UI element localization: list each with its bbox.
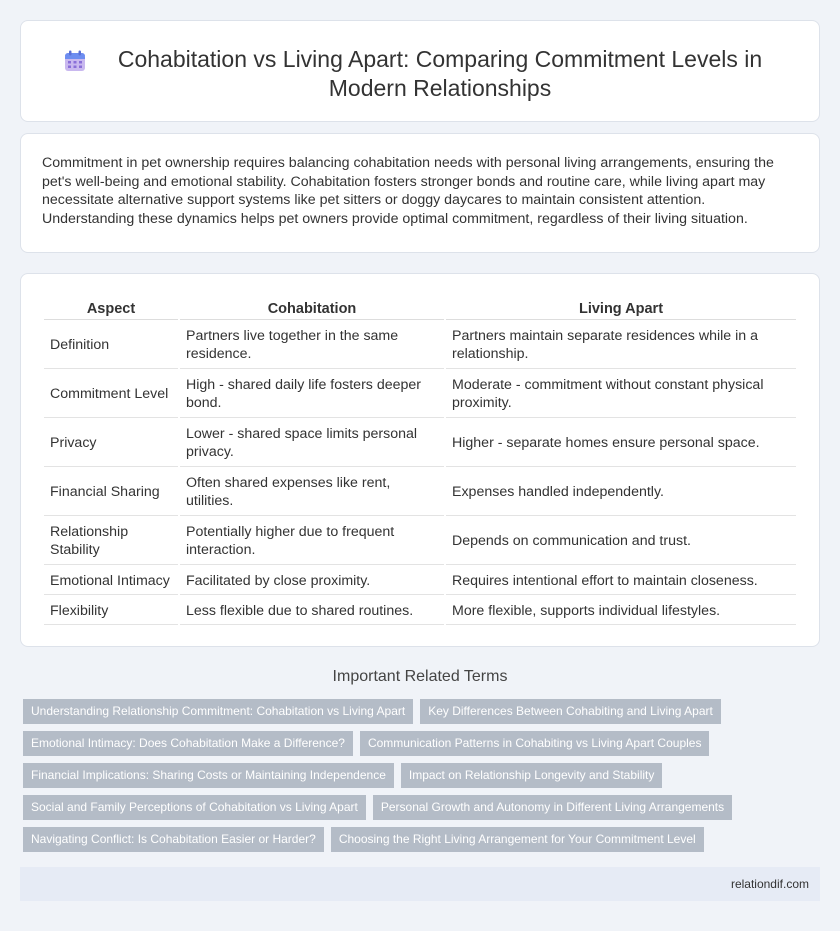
table-row — [44, 567, 796, 595]
table-cell-aspect: Flexibility — [44, 597, 178, 625]
intro-paragraph: Commitment in pet ownership requires balancing cohabitation needs with personal living arrangements, ensuring the pet's well-being and emotional stability. Cohabitation fosters stronger bonds and routine care, while living apart may necessitate alternative support systems like pet sitters or doggy daycares to maintain consistent attention. Understanding these dynamics helps pet owners provide optimal commitment, regardless of their living situation. — [42, 155, 774, 227]
tag-row — [23, 795, 823, 820]
related-term-link[interactable]: Understanding Relationship Commitment: Cohabitation vs Living Apart — [23, 699, 413, 724]
table-cell-cohabitation: Facilitated by close proximity. — [180, 567, 444, 595]
related-terms-heading: Important Related Terms — [332, 668, 508, 685]
table-cell-living-apart: Moderate - commitment without constant physical proximity. — [446, 371, 796, 418]
table-row — [44, 469, 796, 516]
table-cell-cohabitation: High - shared daily life fosters deeper bond. — [180, 371, 444, 418]
table-cell-living-apart: Higher - separate homes ensure personal space. — [446, 420, 796, 467]
table-header-row — [44, 298, 796, 320]
related-terms-list — [23, 699, 823, 859]
table-cell-cohabitation: Potentially higher due to frequent interaction. — [180, 518, 444, 565]
related-term-link[interactable]: Navigating Conflict: Is Cohabitation Easier or Harder? — [23, 827, 324, 852]
table-cell-cohabitation: Less flexible due to shared routines. — [180, 597, 444, 625]
footer — [20, 867, 820, 901]
page-title: Cohabitation vs Living Apart: Comparing Commitment Levels in Modern Relationships — [117, 46, 763, 101]
table-cell-living-apart: Partners maintain separate residences while in a relationship. — [446, 322, 796, 369]
footer-site-link[interactable]: relationdif.com — [730, 877, 809, 891]
table-cell-living-apart: Requires intentional effort to maintain closeness. — [446, 567, 796, 595]
related-term-link[interactable]: Impact on Relationship Longevity and Stability — [401, 763, 662, 788]
table-cell-aspect: Emotional Intimacy — [44, 567, 178, 595]
table-row — [44, 371, 796, 418]
table-cell-aspect: Commitment Level — [44, 371, 178, 418]
table-cell-living-apart: Expenses handled independently. — [446, 469, 796, 516]
intro-card — [20, 133, 820, 253]
related-term-link[interactable]: Emotional Intimacy: Does Cohabitation Make a Difference? — [23, 731, 353, 756]
tag-row — [23, 699, 823, 724]
comparison-table — [42, 296, 798, 627]
table-cell-aspect: Definition — [44, 322, 178, 369]
table-cell-aspect: Relationship Stability — [44, 518, 178, 565]
table-cell-cohabitation: Often shared expenses like rent, utilities. — [180, 469, 444, 516]
table-row — [44, 322, 796, 369]
tag-row — [23, 731, 823, 756]
table-row — [44, 518, 796, 565]
table-cell-cohabitation: Partners live together in the same residence. — [180, 322, 444, 369]
title-card — [20, 20, 820, 122]
related-term-link[interactable]: Personal Growth and Autonomy in Different Living Arrangements — [373, 795, 732, 820]
related-term-link[interactable]: Key Differences Between Cohabiting and Living Apart — [420, 699, 721, 724]
table-cell-living-apart: More flexible, supports individual lifestyles. — [446, 597, 796, 625]
column-header-cohabitation: Cohabitation — [180, 298, 444, 320]
table-cell-aspect: Financial Sharing — [44, 469, 178, 516]
related-term-link[interactable]: Social and Family Perceptions of Cohabitation vs Living Apart — [23, 795, 366, 820]
table-cell-living-apart: Depends on communication and trust. — [446, 518, 796, 565]
tag-row — [23, 763, 823, 788]
table-cell-cohabitation: Lower - shared space limits personal privacy. — [180, 420, 444, 467]
related-term-link[interactable]: Financial Implications: Sharing Costs or Maintaining Independence — [23, 763, 394, 788]
table-row — [44, 597, 796, 625]
related-term-link[interactable]: Choosing the Right Living Arrangement for Your Commitment Level — [331, 827, 704, 852]
comparison-table-card — [20, 273, 820, 647]
calendar-icon — [63, 49, 87, 73]
table-cell-aspect: Privacy — [44, 420, 178, 467]
table-row — [44, 420, 796, 467]
column-header-living-apart: Living Apart — [446, 298, 796, 320]
related-term-link[interactable]: Communication Patterns in Cohabiting vs Living Apart Couples — [360, 731, 710, 756]
title-wrap — [21, 45, 819, 103]
column-header-aspect: Aspect — [44, 298, 178, 320]
tag-row — [23, 827, 823, 852]
